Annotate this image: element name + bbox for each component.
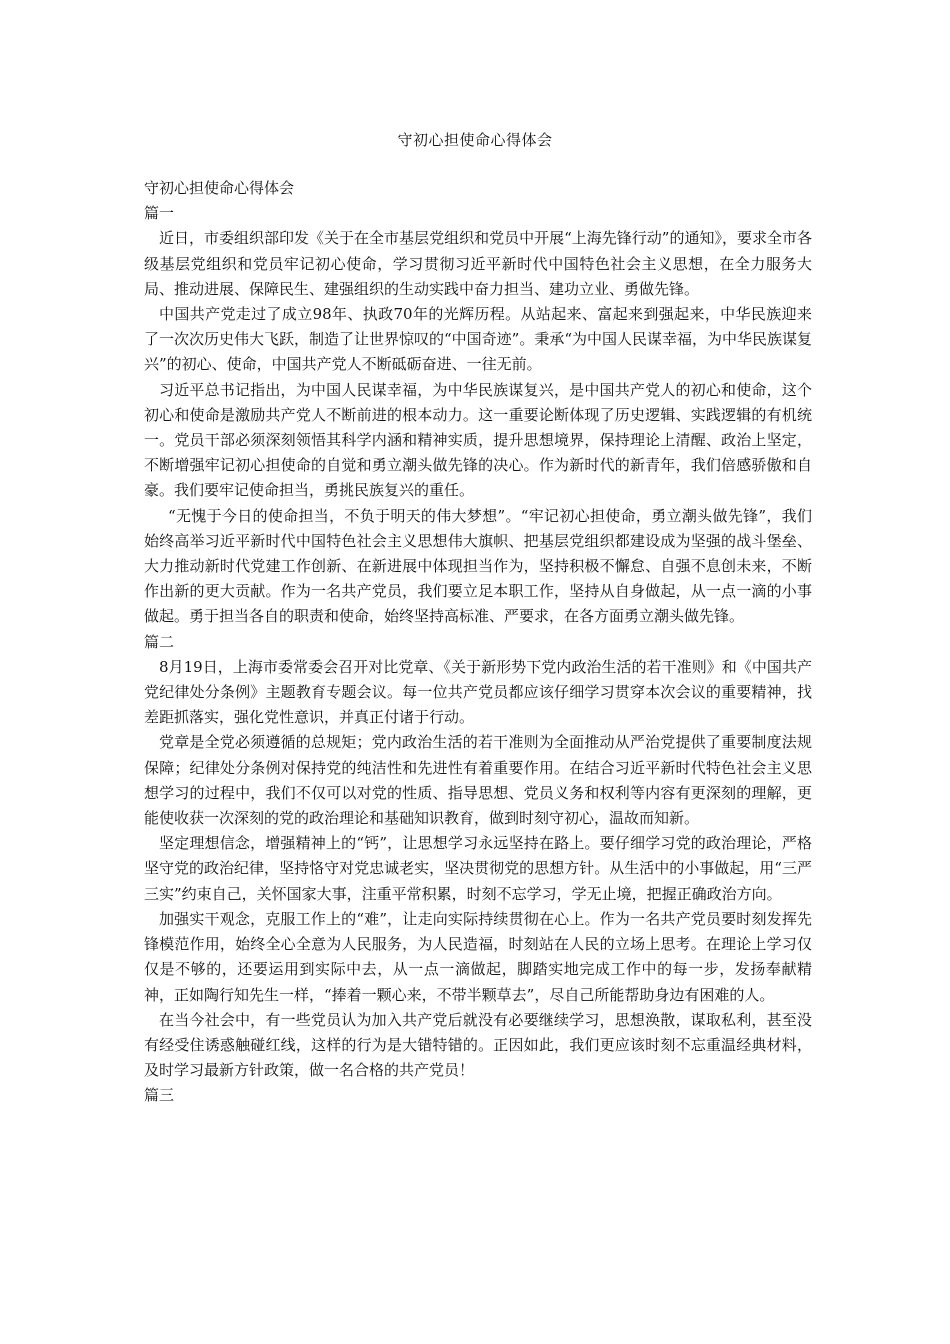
document-body [144, 176, 812, 1109]
paragraph: 加强实干观念，克服工作上的“难”，让走向实际持续贯彻在心上。作为一名共产党员要时刻发挥先锋模范作用，始终全心全意为人民服务，为人民造福，时刻站在人民的立场上思考。在理论上学习仅仅是不够的，还要运用到实际中去，从一点一滴做起，脚踏实地完成工作中的每一步，发扬奉献精神，正如陶行知先生一样，“捧着一颗心来，不带半颗草去”，尽自己所能帮助身边有困难的人。 [144, 909, 812, 1004]
section-heading: 篇一 [144, 204, 175, 223]
paragraph: 8月19日，上海市委常委会召开对比党章、《关于新形势下党内政治生活的若干准则》和《中国共产党纪律处分条例》主题教育专题会议。每一位共产党员都应该仔细学习贯穿本次会议的重要精神，找差距抓落实，强化党性意识，并真正付诸于行动。 [144, 657, 812, 727]
document-subtitle: 守初心担使命心得体会 [144, 179, 295, 197]
paragraph: 坚定理想信念，增强精神上的“钙”，让思想学习永远坚持在路上。要仔细学习党的政治理论，严格坚守党的政治纪律，坚持恪守对党忠诚老实，坚决贯彻党的思想方针。从生活中的小事做起，用“三严三实”约束自己，关怀国家大事，注重平常积累，时刻不忘学习，学无止境，把握正确政治方向。 [144, 834, 812, 903]
paragraph: 在当今社会中，有一些党员认为加入共产党后就没有必要继续学习，思想涣散，谋取私利，甚至没有经受住诱惑触碰红线，这样的行为是大错特错的。正因如此，我们更应该时刻不忘重温经典材料，及时学习最新方针政策，做一名合格的共产党员！ [144, 1010, 812, 1080]
section-heading: 篇二 [144, 632, 175, 651]
paragraph: 中国共产党走过了成立98年、执政70年的光辉历程。从站起来、富起来到强起来，中华民族迎来了一次次历史伟大飞跃，制造了让世界惊叹的“中国奇迹”。秉承“为中国人民谋幸福，为中华民族谋复兴”的初心、使命，中国共产党人不断砥砺奋进、一往无前。 [144, 305, 813, 374]
document-title: 守初心担使命心得体会 [397, 131, 553, 149]
paragraph: 党章是全党必须遵循的总规矩；党内政治生活的若干准则为全面推动从严治党提供了重要制度法规保障；纪律处分条例对保持党的纯洁性和先进性有着重要作用。在结合习近平新时代特色社会主义思想学习的过程中，我们不仅可以对党的性质、指导思想、党员义务和权利等内容有更深刻的理解，更能使收获一次深刻的党的政治理论和基础知识教育，做到时刻守初心，温故而知新。 [144, 733, 812, 828]
paragraph: 习近平总书记指出，为中国人民谋幸福，为中华民族谋复兴，是中国共产党人的初心和使命，这个初心和使命是激励共产党人不断前进的根本动力。这一重要论断体现了历史逻辑、实践逻辑的有机统一。党员干部必须深刻领悟其科学内涵和精神实质，提升思想境界，保持理论上清醒、政治上坚定，不断增强牢记初心担使命的自觉和勇立潮头做先锋的决心。作为新时代的新青年，我们倍感骄傲和自豪。我们要牢记使命担当，勇挑民族复兴的重任。 [144, 380, 812, 500]
paragraph: “无愧于今日的使命担当，不负于明天的伟大梦想”。“牢记初心担使命，勇立潮头做先锋”，我们始终高举习近平新时代中国特色社会主义思想伟大旗帜、把基层党组织都建设成为坚强的战斗堡垒、大力推动新时代党建工作创新、在新进展中体现担当作为，坚持积极不懈怠、自强不息创未来，不断作出新的更大贡献。作为一名共产党员，我们要立足本职工作，坚持从自身做起，从一点一滴的小事做起。勇于担当各自的职责和使命，始终坚持高标准、严要求，在各方面勇立潮头做先锋。 [144, 506, 812, 626]
section-heading: 篇三 [144, 1086, 175, 1105]
paragraph: 近日，市委组织部印发《关于在全市基层党组织和党员中开展“上海先锋行动”的通知》，要求全市各级基层党组织和党员牢记初心使命，学习贯彻习近平新时代中国特色社会主义思想，在全力服务大局、推动进展、保障民生、建强组织的生动实践中奋力担当、建功立业、勇做先锋。 [144, 229, 812, 298]
